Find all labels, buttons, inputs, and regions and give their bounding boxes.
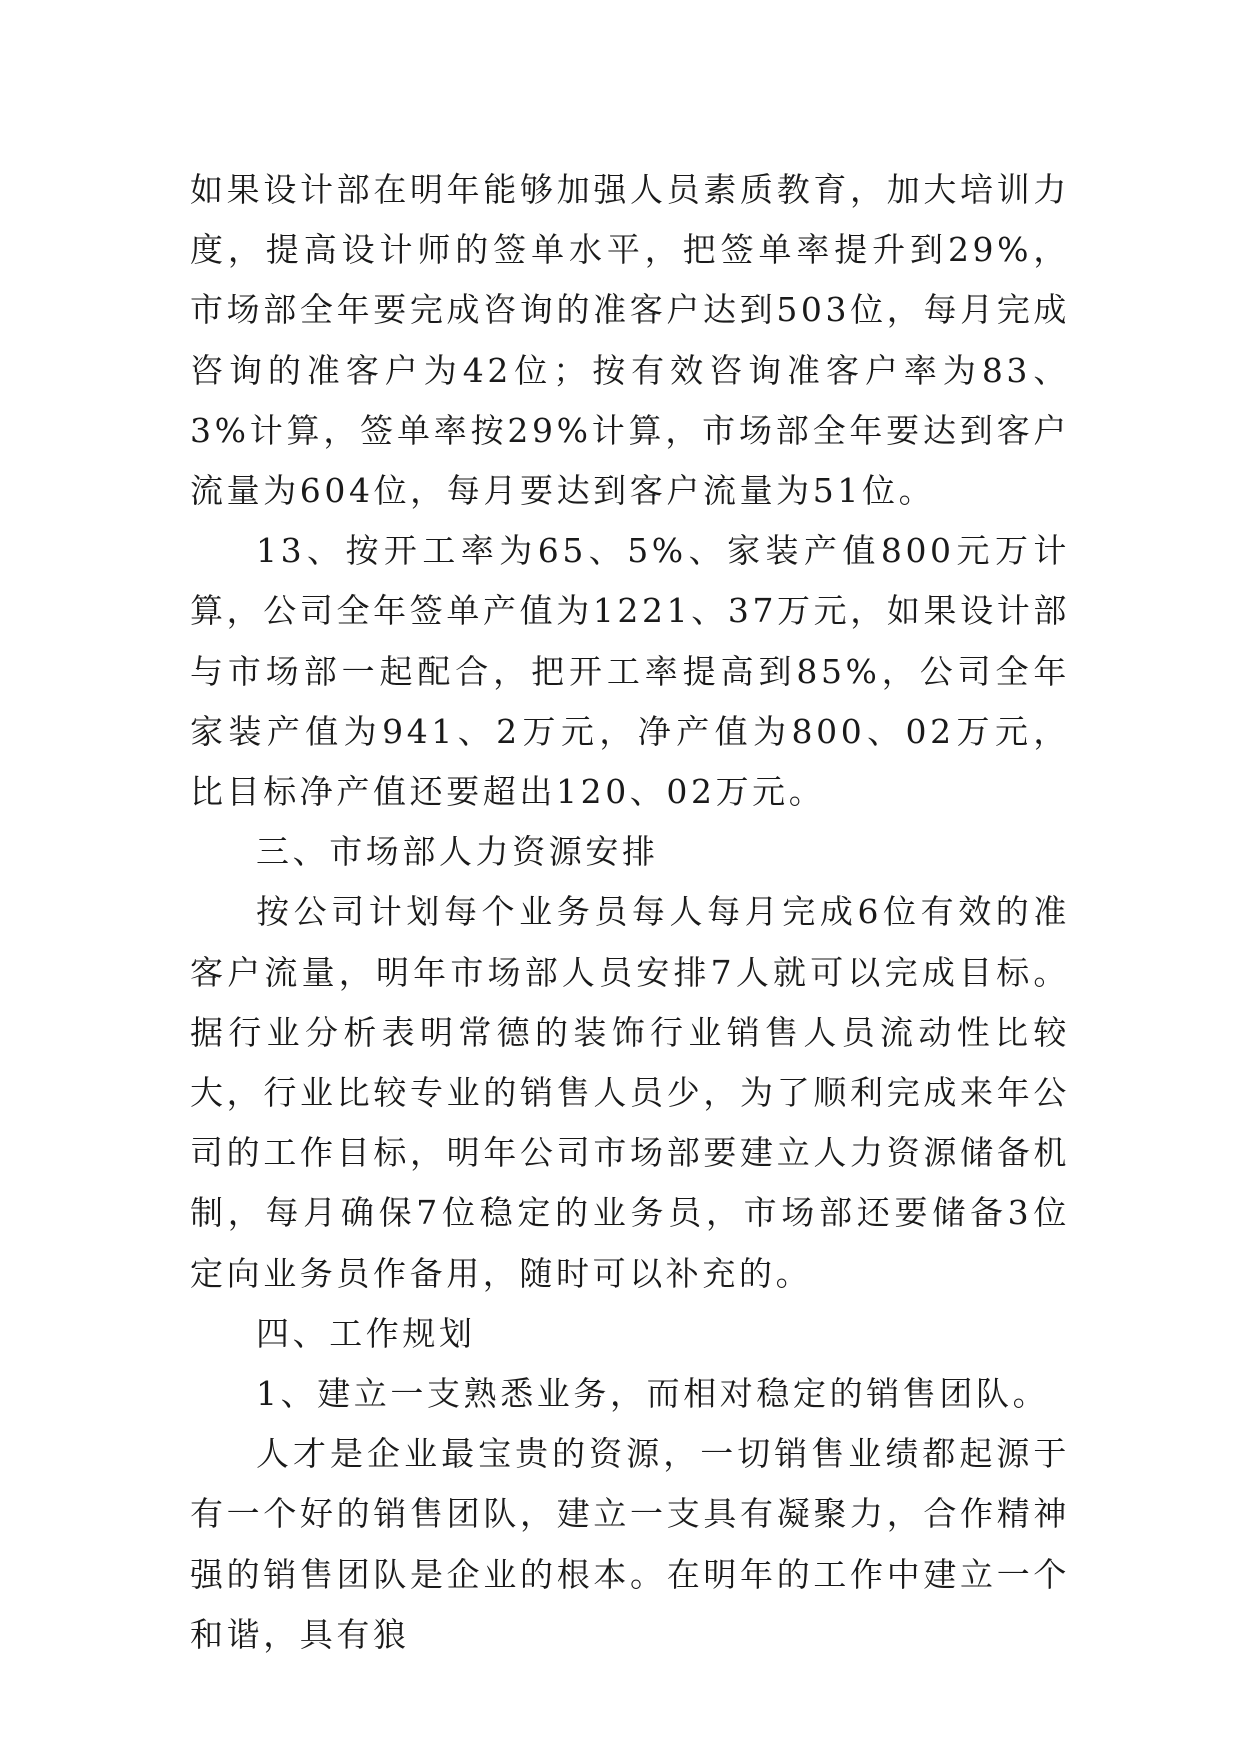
subheading-sales-team: 1、建立一支熟悉业务，而相对稳定的销售团队。	[256, 1374, 1050, 1414]
paragraph-production-value: 13、按开工率为65、5%、家装产值800元万计算，公司全年签单产值为1221、37万元，如果设计部与市场部一起配合，把开工率提高到85%，公司全年家装产值为941、2万元，净产值为800、02万元，比目标净产值还要超出120、02万元。	[190, 531, 1070, 812]
paragraph-design-dept-target: 如果设计部在明年能够加强人员素质教育，加大培训力度，提高设计师的签单水平，把签单率提升到29%，市场部全年要完成咨询的准客户达到503位，每月完成咨询的准客户为42位；按有效咨询准客户率为83、3%计算，签单率按29%计算，市场部全年要达到客户流量为604位，每月要达到客户流量为51位。	[190, 170, 1070, 511]
section-heading-work-plan: 四、工作规划	[256, 1313, 476, 1353]
paragraph-hr-plan: 按公司计划每个业务员每人每月完成6位有效的准客户流量，明年市场部人员安排7人就可以完成目标。据行业分析表明常德的装饰行业销售人员流动性比较大，行业比较专业的销售人员少，为了顺利完成来年公司的工作目标，明年公司市场部要建立人力资源储备机制，每月确保7位稳定的业务员，市场部还要储备3位定向业务员作备用，随时可以补充的。	[190, 892, 1070, 1293]
section-heading-hr-arrangement: 三、市场部人力资源安排	[256, 832, 659, 872]
document-body	[190, 160, 1070, 1665]
paragraph-talent: 人才是企业最宝贵的资源，一切销售业绩都起源于有一个好的销售团队，建立一支具有凝聚力，合作精神强的销售团队是企业的根本。在明年的工作中建立一个和谐，具有狼	[190, 1434, 1070, 1654]
